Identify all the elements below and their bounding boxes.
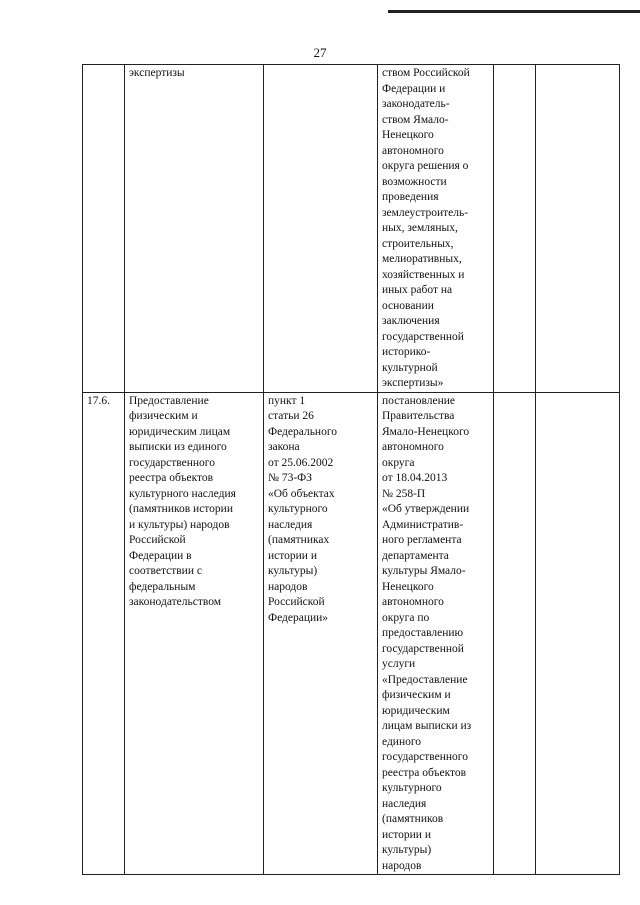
table-row — [83, 65, 620, 393]
cell-legal-basis: пункт 1 статьи 26 Федерального закона от 25.06.2002 № 73-ФЗ «Об объектах культурного наследия (памятниках истории и культуры) народов Российской Федерации» — [264, 392, 378, 875]
cell-regulatory-act: постановление Правительства Ямало-Ненецкого автономного округа от 18.04.2013 № 258-П «Об утверждении Административ- ного регламента департамента культуры Ямало- Ненецкого автономного округа по предоставлению государственной услуги «Предоставление физическим и юридическим лицам выписки из единого государственного реестра объектов культурного наследия (памятников истории и культуры) народов — [378, 392, 494, 875]
document-table — [82, 64, 620, 875]
cell-regulatory-act: ством Российской Федерации и законодатель- ством Ямало- Ненецкого автономного округа решения о возможности проведения землеустроитель- ных, земляных, строительных, мелиоративных, хозяйственных и иных работ на основании заключения государственной историко- культурной экспертизы» — [378, 65, 494, 393]
cell-extra-2 — [536, 392, 620, 875]
cell-extra-2 — [536, 65, 620, 393]
cell-service-name: экспертизы — [125, 65, 264, 393]
cell-service-name: Предоставление физическим и юридическим лицам выписки из единого государственного реестра объектов культурного наследия (памятников истории и культуры) народов Российской Федерации в соответствии с федеральным законодательством — [125, 392, 264, 875]
cell-extra-1 — [494, 65, 536, 393]
cell-extra-1 — [494, 392, 536, 875]
cell-number: 17.6. — [83, 392, 125, 875]
page-number: 27 — [313, 45, 327, 60]
top-rule — [388, 10, 640, 13]
cell-legal-basis — [264, 65, 378, 393]
table-row — [83, 392, 620, 875]
cell-number — [83, 65, 125, 393]
